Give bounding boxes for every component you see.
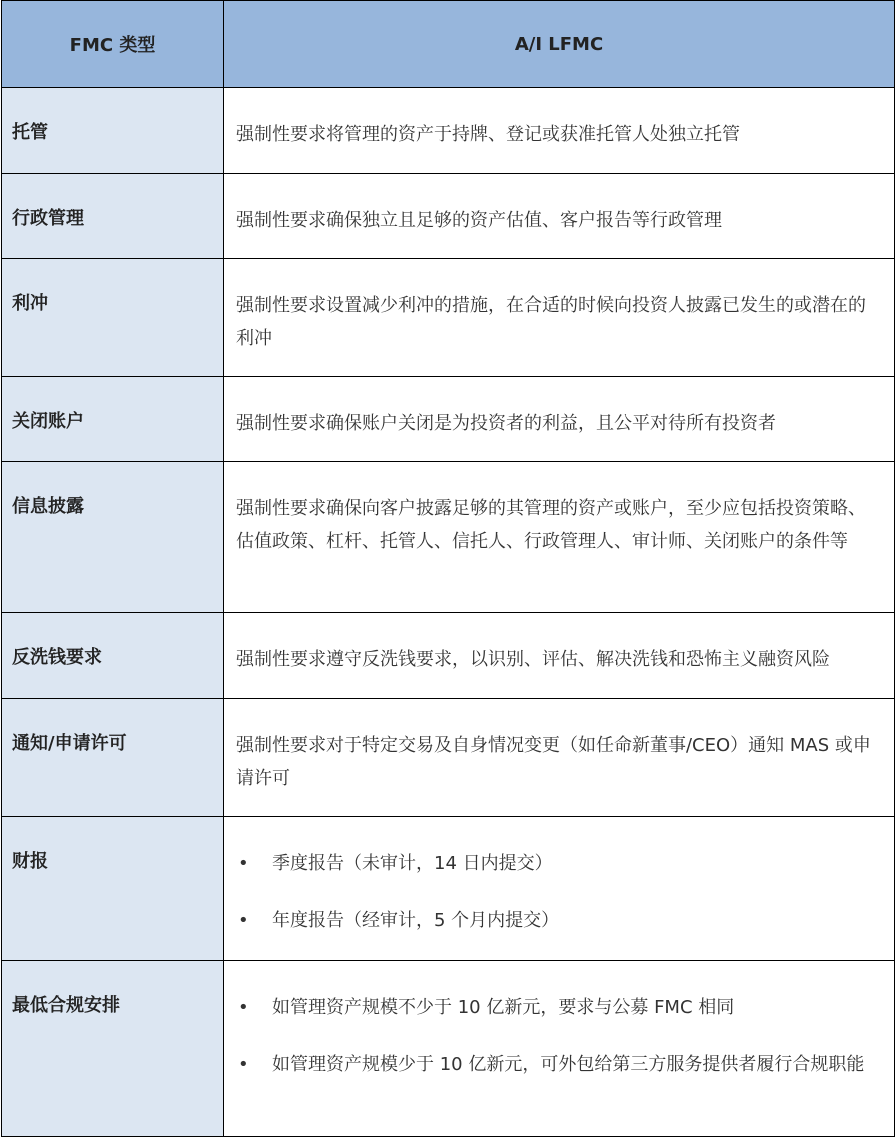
row-label: 最低合规安排 (2, 961, 224, 1137)
bullet-list (236, 991, 882, 1081)
row-label: 通知/申请许可 (2, 699, 224, 817)
list-item-text: 如管理资产规模少于 10 亿新元，可外包给第三方服务提供者履行合规职能 (272, 1054, 865, 1075)
row-label: 财报 (2, 817, 224, 961)
row-text: 强制性要求确保账户关闭是为投资者的利益，且公平对待所有投资者 (224, 377, 895, 462)
row-label: 行政管理 (2, 174, 224, 259)
row-bullets (224, 817, 895, 961)
fmc-comparison-table (1, 0, 895, 1137)
row-label: 信息披露 (2, 462, 224, 613)
table-row (2, 961, 895, 1137)
table-row (2, 377, 895, 462)
bullet-icon: • (238, 853, 249, 874)
list-item-text: 季度报告（未审计，14 日内提交） (272, 853, 553, 874)
table-row (2, 613, 895, 699)
bullet-icon: • (238, 1054, 249, 1075)
list-item-text: 年度报告（经审计，5 个月内提交） (272, 910, 560, 931)
row-label: 关闭账户 (2, 377, 224, 462)
row-label: 托管 (2, 88, 224, 174)
bullet-icon: • (238, 997, 249, 1018)
table-header-row (2, 1, 895, 88)
header-ai-lfmc: A/I LFMC (224, 1, 895, 88)
table-row (2, 817, 895, 961)
list-item (236, 991, 882, 1024)
list-item-text: 如管理资产规模不少于 10 亿新元，要求与公募 FMC 相同 (272, 997, 735, 1018)
row-label: 利冲 (2, 259, 224, 377)
table-row (2, 259, 895, 377)
row-bullets (224, 961, 895, 1137)
list-item (236, 904, 882, 937)
table-row (2, 174, 895, 259)
bullet-icon: • (238, 910, 249, 931)
row-text: 强制性要求对于特定交易及自身情况变更（如任命新董事/CEO）通知 MAS 或申请许可 (224, 699, 895, 817)
table-row (2, 699, 895, 817)
row-text: 强制性要求设置减少利冲的措施，在合适的时候向投资人披露已发生的或潜在的利冲 (224, 259, 895, 377)
table-row (2, 88, 895, 174)
row-text: 强制性要求将管理的资产于持牌、登记或获准托管人处独立托管 (224, 88, 895, 174)
row-text: 强制性要求确保独立且足够的资产估值、客户报告等行政管理 (224, 174, 895, 259)
row-label: 反洗钱要求 (2, 613, 224, 699)
header-fmc-type: FMC 类型 (2, 1, 224, 88)
list-item (236, 847, 882, 880)
bullet-list (236, 847, 882, 937)
table-row (2, 462, 895, 613)
row-text: 强制性要求确保向客户披露足够的其管理的资产或账户，至少应包括投资策略、估值政策、杠杆、托管人、信托人、行政管理人、审计师、关闭账户的条件等 (224, 462, 895, 613)
row-text: 强制性要求遵守反洗钱要求，以识别、评估、解决洗钱和恐怖主义融资风险 (224, 613, 895, 699)
list-item (236, 1048, 882, 1081)
